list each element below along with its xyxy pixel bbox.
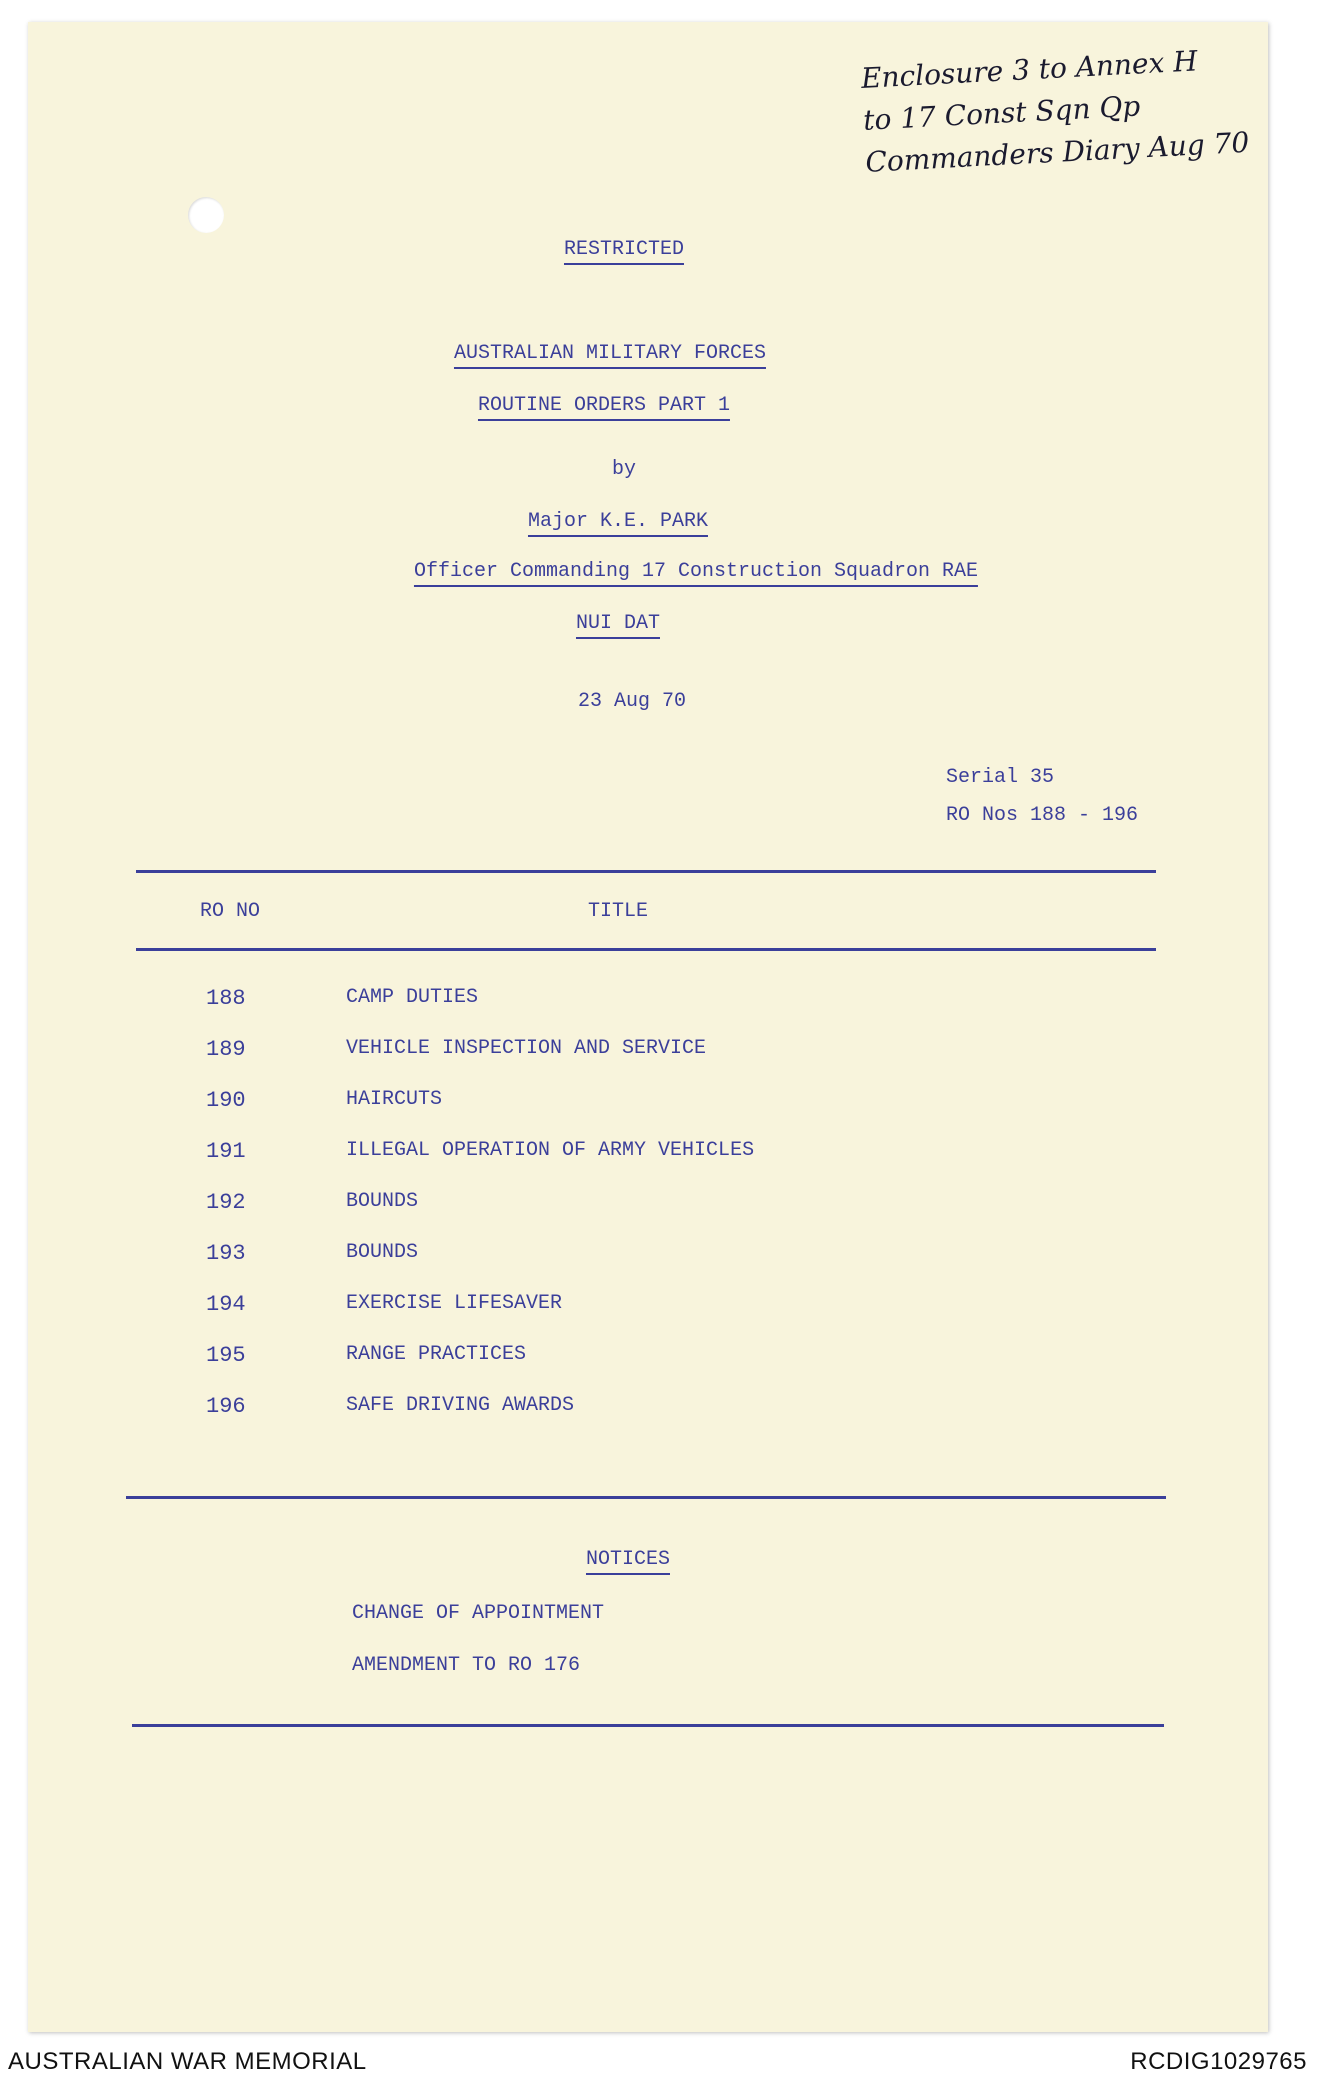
table-row: [28, 986, 1268, 1026]
ro-title: RANGE PRACTICES: [346, 1343, 527, 1366]
handwritten-line-1: Enclosure 3 to Annex H: [860, 44, 1199, 95]
header-date: 23 Aug 70: [577, 690, 687, 713]
archive-reference: RCDIG1029765: [1130, 2048, 1307, 2075]
ro-title: EXERCISE LIFESAVER: [346, 1292, 563, 1315]
table-bottom-rule: [126, 1496, 1166, 1499]
ro-number: 191: [206, 1139, 246, 1164]
ro-number: 195: [206, 1343, 246, 1368]
notice-item: CHANGE OF APPOINTMENT: [352, 1602, 605, 1625]
archive-credit: AUSTRALIAN WAR MEMORIAL: [8, 2048, 367, 2075]
column-header-ro-no: RO NO: [200, 900, 261, 923]
punch-hole: [188, 197, 224, 233]
table-row: [28, 1139, 1268, 1179]
ro-title: SAFE DRIVING AWARDS: [346, 1394, 575, 1417]
ro-title: HAIRCUTS: [346, 1088, 443, 1111]
handwritten-line-2: to 17 Const Sqn Qp: [862, 89, 1142, 137]
ro-title: VEHICLE INSPECTION AND SERVICE: [346, 1037, 707, 1060]
header-routine-orders: ROUTINE ORDERS PART 1: [478, 394, 730, 421]
column-header-title: TITLE: [588, 900, 649, 923]
ro-number: 193: [206, 1241, 246, 1266]
header-officer-position: Officer Commanding 17 Construction Squadron RAE: [414, 560, 978, 587]
table-row: [28, 1343, 1268, 1383]
table-row: [28, 1241, 1268, 1281]
ro-title: ILLEGAL OPERATION OF ARMY VEHICLES: [346, 1139, 755, 1162]
ro-number: 192: [206, 1190, 246, 1215]
header-location: NUI DAT: [576, 612, 660, 639]
serial-number: Serial 35: [946, 766, 1055, 789]
classification-marking: RESTRICTED: [564, 238, 684, 265]
table-row: [28, 1292, 1268, 1332]
table-top-rule: [136, 870, 1156, 873]
ro-title: CAMP DUTIES: [346, 986, 479, 1009]
ro-number: 194: [206, 1292, 246, 1317]
ro-number: 190: [206, 1088, 246, 1113]
ro-title: BOUNDS: [346, 1190, 419, 1213]
table-header-rule: [136, 948, 1156, 951]
handwritten-line-3: Commanders Diary Aug 70: [864, 125, 1250, 179]
ro-number: 189: [206, 1037, 246, 1062]
ro-number: 188: [206, 986, 246, 1011]
ro-number-range: RO Nos 188 - 196: [946, 804, 1139, 827]
table-row: [28, 1190, 1268, 1230]
notices-heading: NOTICES: [586, 1548, 670, 1575]
header-officer-name: Major K.E. PARK: [528, 510, 708, 537]
table-row: [28, 1037, 1268, 1077]
ro-number: 196: [206, 1394, 246, 1419]
header-by: by: [611, 458, 637, 481]
notices-bottom-rule: [132, 1724, 1164, 1727]
header-forces: AUSTRALIAN MILITARY FORCES: [454, 342, 766, 369]
table-row: [28, 1394, 1268, 1434]
document-page: [28, 22, 1268, 2032]
ro-title: BOUNDS: [346, 1241, 419, 1264]
notice-item: AMENDMENT TO RO 176: [352, 1654, 581, 1677]
table-row: [28, 1088, 1268, 1128]
handwritten-annotation: [860, 37, 1266, 184]
